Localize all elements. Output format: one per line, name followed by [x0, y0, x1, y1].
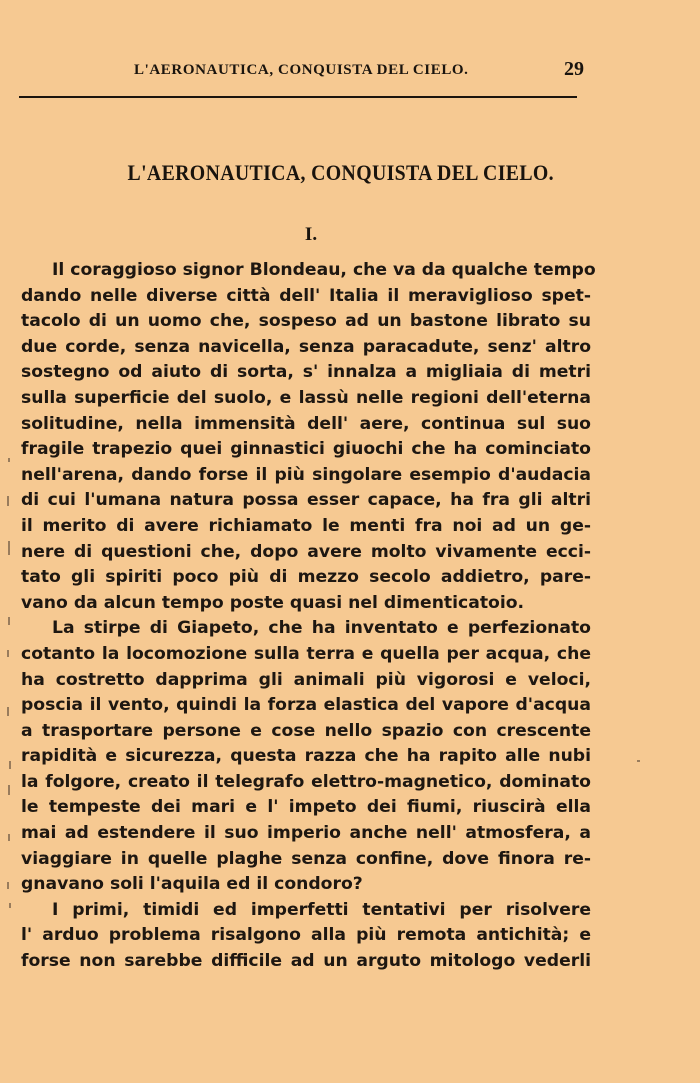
- running-head: L'AERONAUTICA, CONQUISTA DEL CIELO.: [134, 62, 469, 78]
- margin-speck: [8, 834, 10, 841]
- text-line: viaggiare in quelle plaghe senza confine, dove finora re-: [21, 848, 591, 869]
- text-line: Il coraggioso signor Blondeau, che va da qualche tempo: [52, 260, 596, 280]
- margin-speck: [7, 496, 9, 506]
- chapter-title: L'AERONAUTICA, CONQUISTA DEL CIELO.: [127, 160, 554, 185]
- text-line: sulla superficie del suolo, e lassù nelle regioni dell'eterna: [21, 387, 591, 408]
- text-line: rapidità e sicurezza, questa razza che ha rapito alle nubi: [21, 746, 591, 767]
- margin-speck: [8, 458, 10, 462]
- text-line: tacolo di un uomo che, sospeso ad un bastone librato su: [21, 311, 591, 332]
- page-speck: [637, 760, 640, 762]
- text-line: due corde, senza navicella, senza paracadute, senz' altro: [21, 336, 591, 357]
- text-line: I primi, timidi ed imperfetti tentativi per risolvere: [52, 899, 591, 920]
- header-rule: [19, 96, 577, 98]
- margin-speck: [8, 541, 10, 555]
- text-line: ha costretto dapprima gli animali più vigorosi e veloci,: [21, 669, 591, 690]
- text-line: cotanto la locomozione sulla terra e quella per acqua, che: [21, 643, 591, 664]
- text-line: nere di questioni che, dopo avere molto vivamente ecci-: [21, 541, 591, 562]
- text-line: a trasportare persone e cose nello spazio con crescente: [21, 720, 591, 741]
- section-number: I.: [304, 224, 318, 245]
- margin-speck: [9, 903, 11, 908]
- text-line: tato gli spiriti poco più di mezzo secolo addietro, pare-: [21, 567, 591, 588]
- text-line: le tempeste dei mari e l' impeto dei fiumi, riuscirà ella: [21, 797, 591, 818]
- text-line: il merito di avere richiamato le menti fra noi ad un ge-: [21, 515, 591, 536]
- text-line: gnavano soli l'aquila ed il condoro?: [21, 874, 363, 895]
- text-line: nell'arena, dando forse il più singolare esempio d'audacia: [21, 464, 591, 485]
- margin-speck: [7, 882, 9, 889]
- body-text: [21, 258, 596, 975]
- margin-speck: [9, 761, 11, 769]
- text-line: l' arduo problema risalgono alla più remota antichità; e: [21, 925, 591, 946]
- text-line: La stirpe di Giapeto, che ha inventato e perfezionato: [52, 618, 591, 639]
- text-line: fragile trapezio quei ginnastici giuochi che ha cominciato: [21, 439, 591, 460]
- margin-speck: [7, 707, 9, 716]
- margin-speck: [8, 785, 10, 795]
- page-number: 29: [564, 58, 584, 80]
- text-line: solitudine, nella immensità dell' aere, continua sul suo: [21, 413, 591, 434]
- text-line: sostegno od aiuto di sorta, s' innalza a migliaia di metri: [21, 362, 591, 383]
- text-line: mai ad estendere il suo imperio anche nell' atmosfera, a: [21, 823, 591, 844]
- text-line: di cui l'umana natura possa esser capace, ha fra gli altri: [21, 490, 591, 511]
- margin-speck: [8, 617, 10, 625]
- text-line: poscia il vento, quindi la forza elastica del vapore d'acqua: [21, 695, 591, 716]
- margin-speck: [7, 650, 9, 657]
- text-line: la folgore, creato il telegrafo elettro-magnetico, dominato: [21, 771, 591, 792]
- text-line: forse non sarebbe difficile ad un arguto mitologo vederli: [21, 951, 591, 972]
- text-line: vano da alcun tempo poste quasi nel dimenticatoio.: [21, 592, 525, 613]
- text-line: dando nelle diverse città dell' Italia il meraviglioso spet-: [21, 285, 591, 306]
